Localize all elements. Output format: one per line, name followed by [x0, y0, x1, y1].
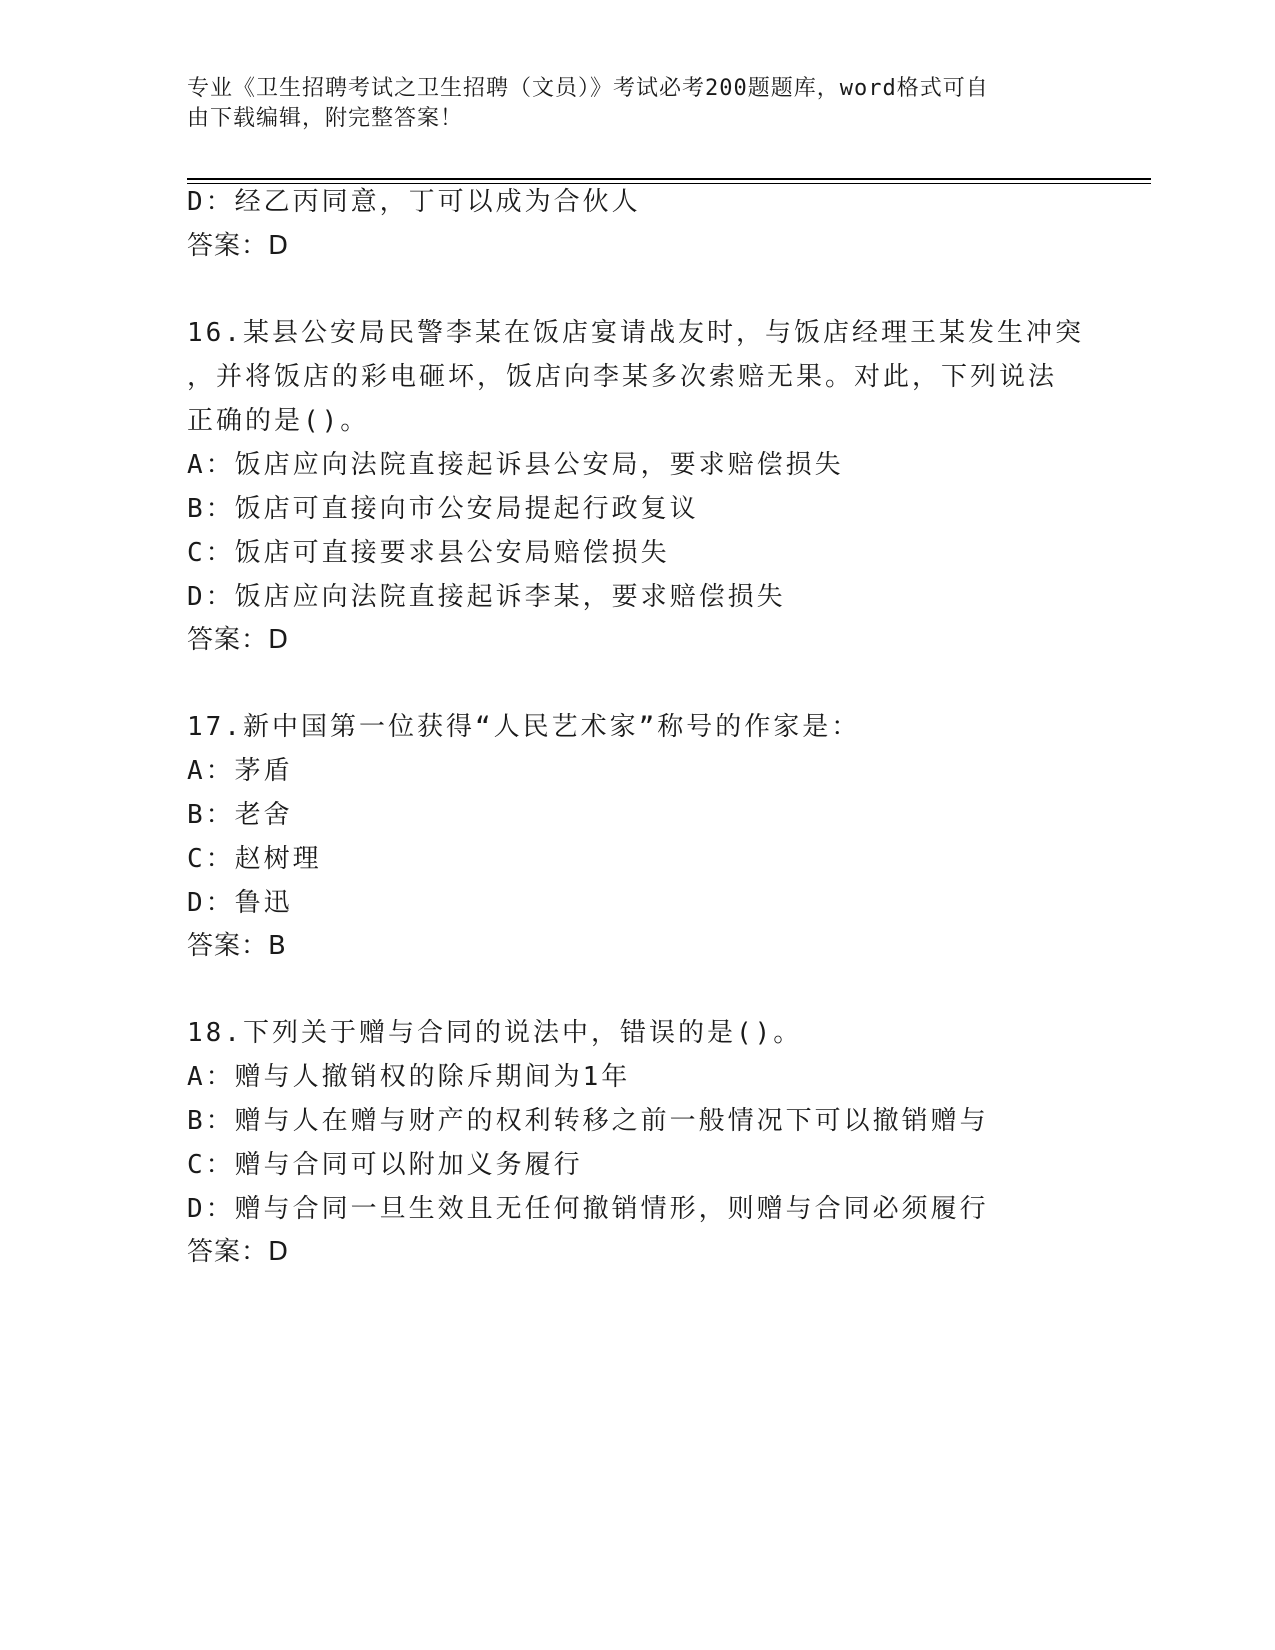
q18-option-b: B：赠与人在赠与财产的权利转移之前一般情况下可以撤销赠与: [187, 1106, 989, 1136]
q16-stem-line-2: ，并将饭店的彩电砸坏，饭店向李某多次索赔无果。对此，下列说法: [187, 362, 1058, 392]
q16-answer: 答案：D: [187, 625, 290, 655]
q16-option-d: D：饭店应向法院直接起诉李某，要求赔偿损失: [187, 582, 786, 612]
header-line-2: 由下载编辑，附完整答案！: [187, 106, 464, 131]
prev-option-d: D：经乙丙同意，丁可以成为合伙人: [187, 187, 641, 217]
q18-option-a: A：赠与人撤销权的除斥期间为1年: [187, 1062, 631, 1092]
q16-stem-line-1: 16.某县公安局民警李某在饭店宴请战友时，与饭店经理王某发生冲突: [187, 318, 1084, 348]
header-line-1: 专业《卫生招聘考试之卫生招聘（文员）》考试必考200题题库，word格式可自: [187, 76, 989, 101]
q17-option-d: D：鲁迅: [187, 888, 293, 918]
q17-stem-line-1: 17.新中国第一位获得“人民艺术家”称号的作家是：: [187, 712, 861, 742]
q16-stem-line-3: 正确的是()。: [187, 406, 370, 436]
q17-option-a: A：茅盾: [187, 756, 293, 786]
header-divider-thin: [187, 183, 1151, 184]
q18-option-c: C：赠与合同可以附加义务履行: [187, 1150, 583, 1180]
q17-option-c: C：赵树理: [187, 844, 322, 874]
q18-answer: 答案：D: [187, 1237, 290, 1267]
q17-option-b: B：老舍: [187, 800, 293, 830]
document-header: [187, 74, 1067, 134]
q18-stem-line-1: 18.下列关于赠与合同的说法中，错误的是()。: [187, 1018, 803, 1048]
q18-option-d: D：赠与合同一旦生效且无任何撤销情形，则赠与合同必须履行: [187, 1194, 989, 1224]
q16-option-c: C：饭店可直接要求县公安局赔偿损失: [187, 538, 670, 568]
prev-answer: 答案：D: [187, 231, 290, 261]
q17-answer: 答案：B: [187, 931, 287, 961]
header-divider-thick: [187, 178, 1151, 180]
q16-option-b: B：饭店可直接向市公安局提起行政复议: [187, 494, 699, 524]
q16-option-a: A：饭店应向法院直接起诉县公安局，要求赔偿损失: [187, 450, 844, 480]
